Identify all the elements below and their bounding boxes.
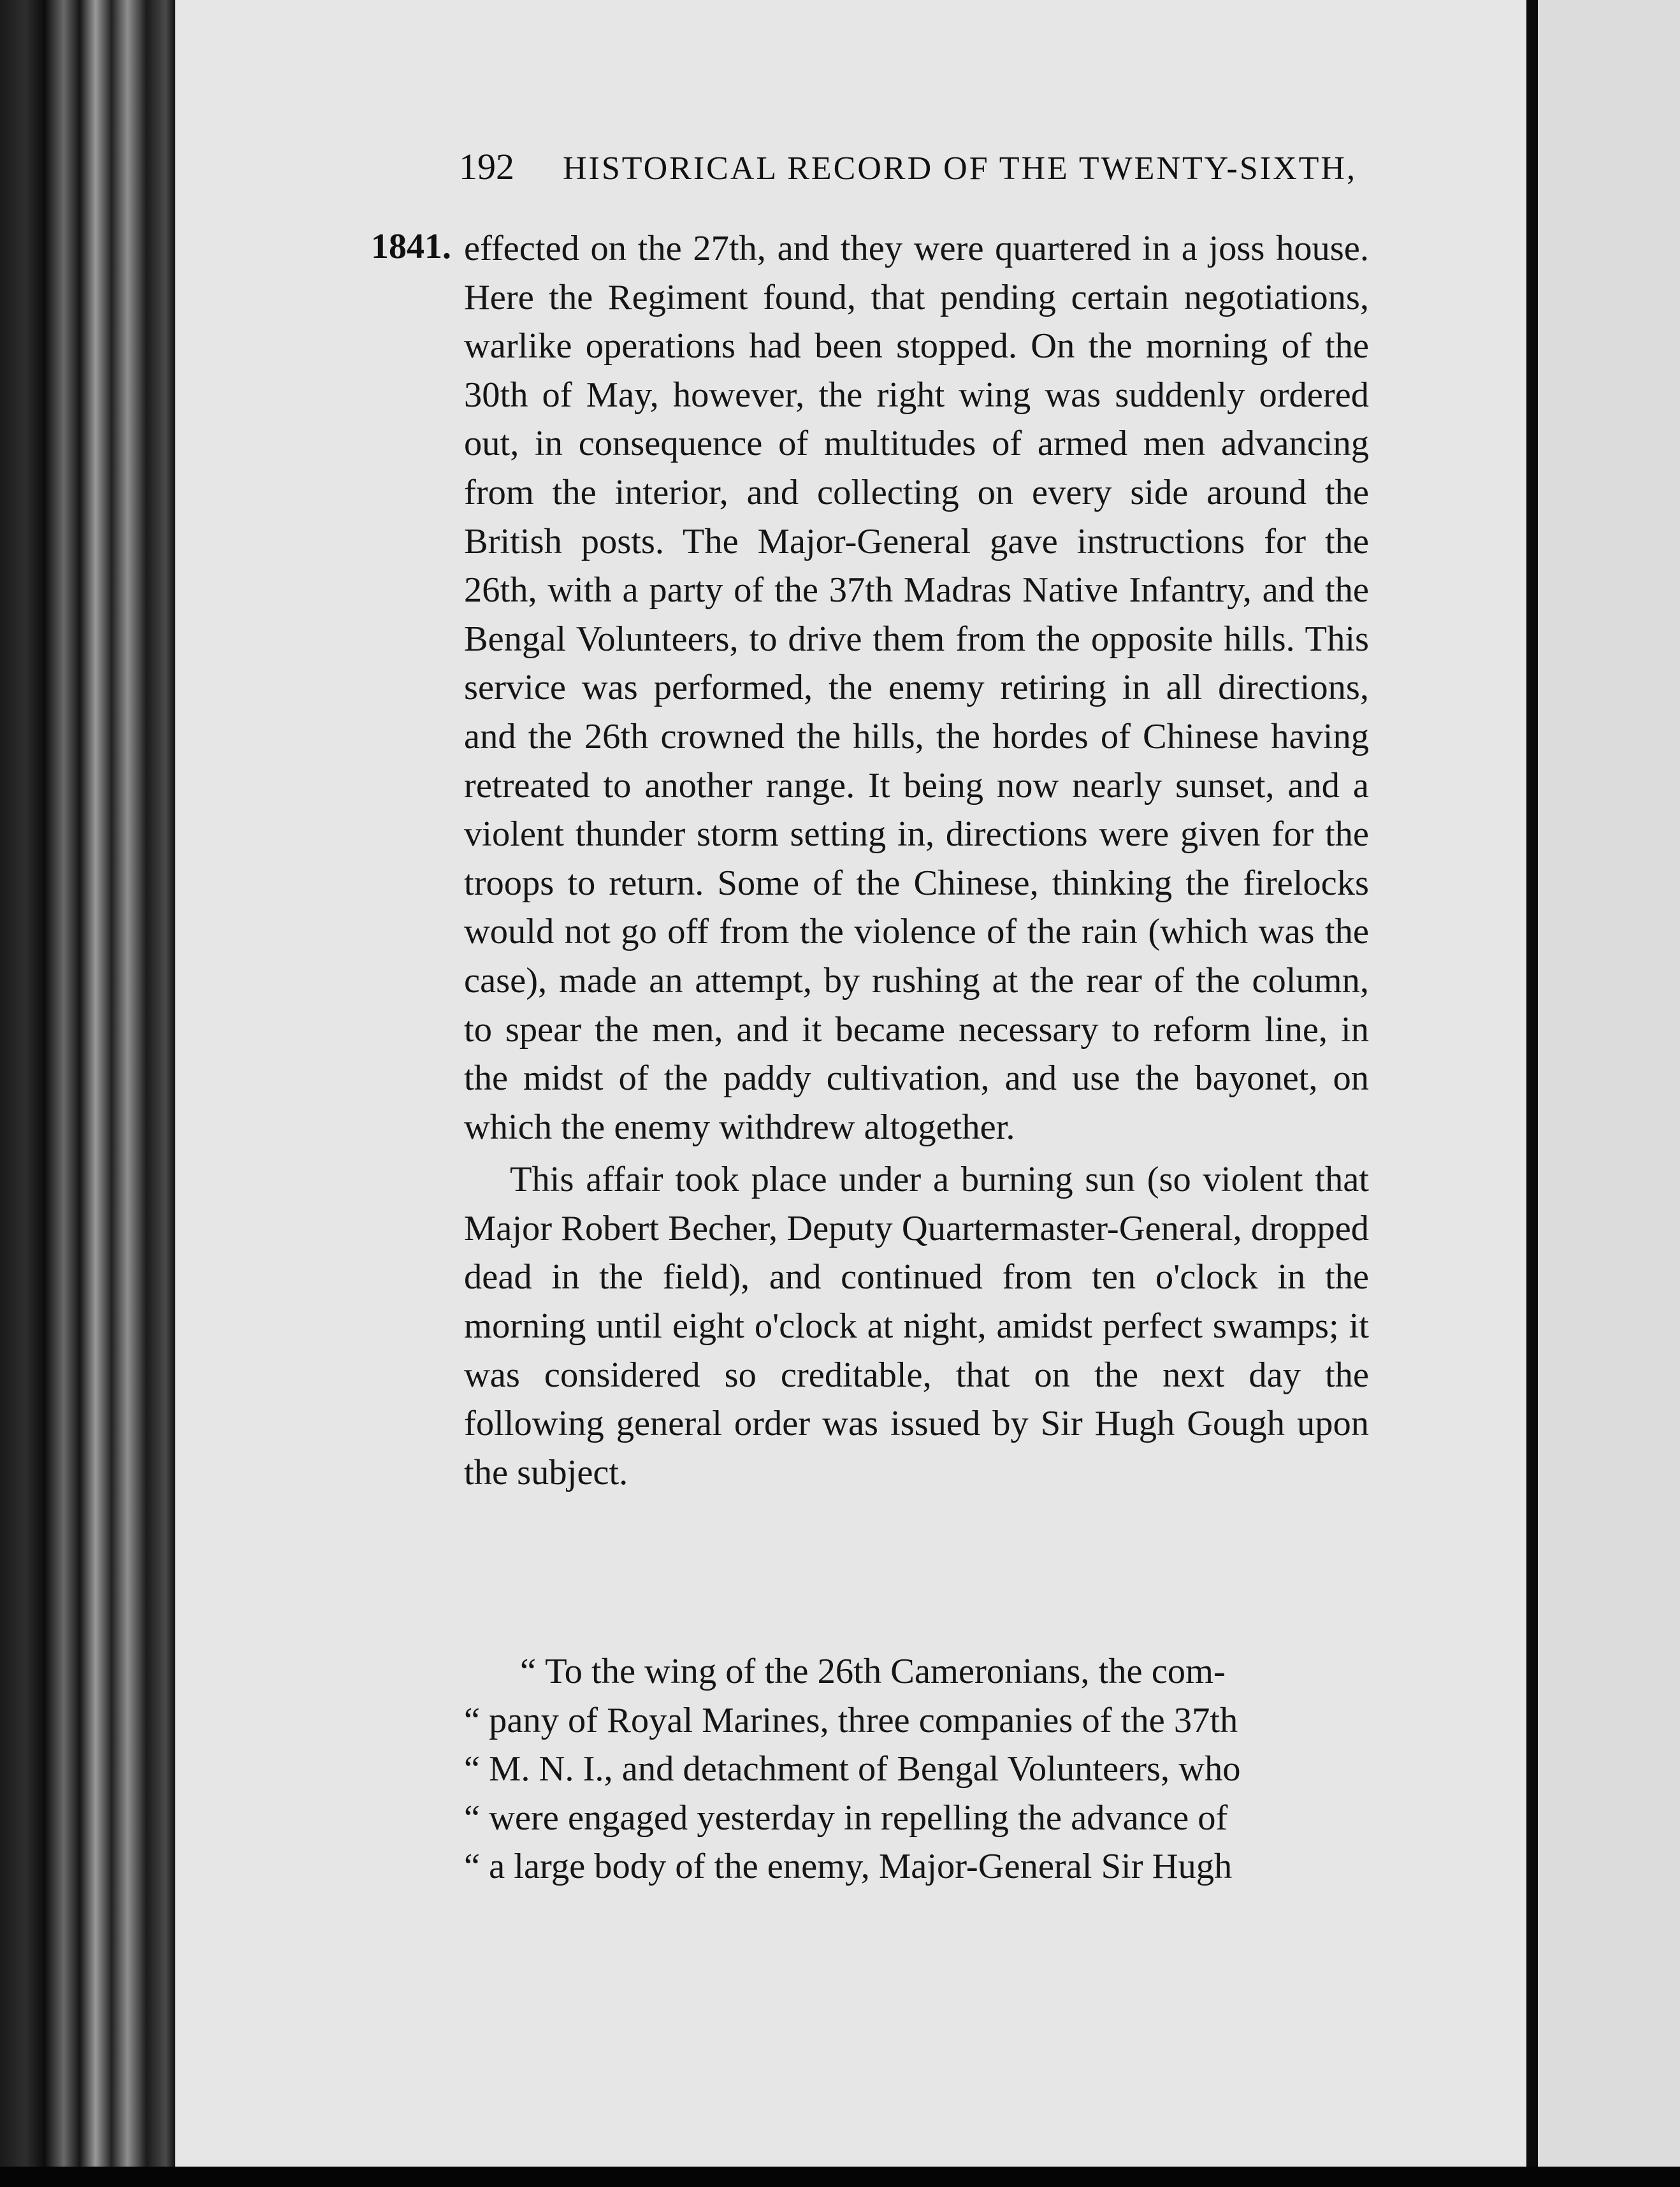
- quote-mark: “: [464, 1700, 481, 1740]
- quote-line: “ To the wing of the 26th Cameronians, the com-: [520, 1652, 1226, 1691]
- quote-line: “ M. N. I., and detachment of Bengal Volunteers, who: [464, 1749, 1241, 1789]
- quote-line: “ pany of Royal Marines, three companies of the 37th: [464, 1700, 1238, 1740]
- page-number: 192: [459, 146, 514, 187]
- book-binding: [0, 0, 175, 2187]
- page-gutter: [1526, 0, 1538, 2167]
- quote-line: “ a large body of the enemy, Major-General Sir Hugh: [464, 1847, 1233, 1887]
- body-text: [464, 224, 1369, 1497]
- quote-mark: “: [520, 1652, 537, 1691]
- quote-line: “ were engaged yesterday in repelling the advance of: [464, 1798, 1228, 1838]
- paragraph-2: This affair took place under a burning sun (so violent that Major Robert Becher, Deputy Quartermaster-General, dropped dead in the field), and continued from ten o'clock in the morning until eight o'clock at night, amidst perfect swamps; it was considered so creditable, that on the next day the following general order was issued by Sir Hugh Gough upon the subject.: [464, 1160, 1369, 1492]
- paragraph-1: effected on the 27th, and they were quartered in a joss house. Here the Regiment found, that pending certain negotiations, warlike operations had been stopped. On the morning of the 30th of May, however, the right wing was suddenly ordered out, in consequence of multitudes of armed men advancing from the interior, and collecting on every side around the British posts. The Major-General gave instructions for the 26th, with a party of the 37th Madras Native Infantry, and the Bengal Volunteers, to drive them from the opposite hills. This service was performed, the enemy retiring in all directions, and the 26th crowned the hills, the hordes of Chinese having retreated to another range. It being now nearly sunset, and a violent thunder storm setting in, directions were given for the troops to return. Some of the Chinese, thinking the firelocks would not go off from the violence of the rain (which was the case), made an attempt, by rushing at the rear of the column, to spear the men, and it became necessary to reform line, in the midst of the paddy cultivation, and use the bayonet, on which the enemy withdrew altogether.: [464, 229, 1369, 1147]
- quote-mark: “: [464, 1749, 481, 1789]
- running-title: HISTORICAL RECORD OF THE TWENTY-SIXTH,: [563, 150, 1357, 187]
- general-order-quote: [464, 1647, 1382, 1891]
- scan-bottom-border: [0, 2167, 1680, 2187]
- adjacent-page-edge: [1538, 0, 1680, 2167]
- quote-mark: “: [464, 1798, 481, 1838]
- margin-year: 1841.: [371, 227, 451, 266]
- running-head: [459, 145, 1357, 188]
- quote-mark: “: [464, 1847, 481, 1887]
